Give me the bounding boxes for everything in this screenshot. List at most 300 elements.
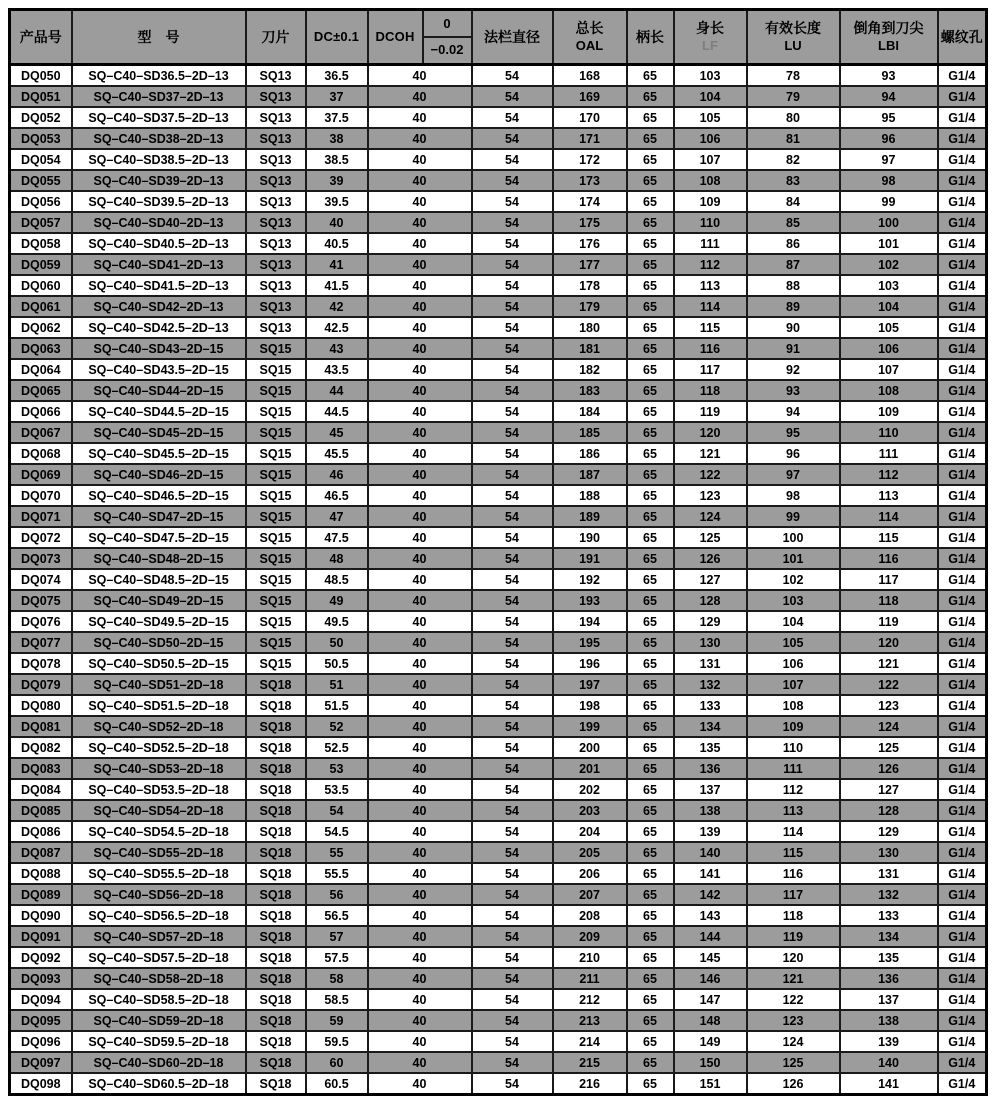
cell-model: SQ–C40–SD58–2D–18 (72, 968, 246, 989)
cell-dc: 42.5 (306, 317, 368, 338)
cell-product-id: DQ091 (10, 926, 72, 947)
cell-product-id: DQ076 (10, 611, 72, 632)
cell-model: SQ–C40–SD37.5–2D–13 (72, 107, 246, 128)
cell-dc: 37 (306, 86, 368, 107)
cell-dcoh: 40 (368, 338, 472, 359)
cell-model: SQ–C40–SD43–2D–15 (72, 338, 246, 359)
cell-blade: SQ15 (246, 485, 306, 506)
cell-shank-length: 65 (627, 863, 674, 884)
table-row (10, 380, 987, 401)
cell-lu: 106 (747, 653, 840, 674)
cell-lf: 140 (674, 842, 747, 863)
cell-shank-length: 65 (627, 1010, 674, 1031)
cell-lbi: 100 (840, 212, 938, 233)
cell-lbi: 123 (840, 695, 938, 716)
cell-shank-length: 65 (627, 275, 674, 296)
cell-lbi: 119 (840, 611, 938, 632)
cell-thread-hole: G1/4 (938, 359, 987, 380)
cell-thread-hole: G1/4 (938, 632, 987, 653)
cell-model: SQ–C40–SD39.5–2D–13 (72, 191, 246, 212)
cell-lf: 141 (674, 863, 747, 884)
cell-blade: SQ18 (246, 905, 306, 926)
cell-lf: 135 (674, 737, 747, 758)
cell-shank-length: 65 (627, 317, 674, 338)
cell-product-id: DQ050 (10, 65, 72, 87)
table-row (10, 569, 987, 590)
table-row (10, 737, 987, 758)
cell-dc: 48 (306, 548, 368, 569)
cell-oal: 191 (553, 548, 627, 569)
cell-dcoh: 40 (368, 905, 472, 926)
table-row (10, 611, 987, 632)
cell-model: SQ–C40–SD51.5–2D–18 (72, 695, 246, 716)
cell-lu: 125 (747, 1052, 840, 1073)
cell-flange-diameter: 54 (472, 842, 553, 863)
cell-shank-length: 65 (627, 212, 674, 233)
cell-lbi: 111 (840, 443, 938, 464)
cell-model: SQ–C40–SD47–2D–15 (72, 506, 246, 527)
cell-flange-diameter: 54 (472, 506, 553, 527)
cell-dcoh: 40 (368, 611, 472, 632)
cell-shank-length: 65 (627, 338, 674, 359)
header-lbi-sub: LBI (878, 37, 899, 53)
cell-dc: 57.5 (306, 947, 368, 968)
table-row (10, 779, 987, 800)
cell-oal: 174 (553, 191, 627, 212)
cell-lf: 115 (674, 317, 747, 338)
cell-lbi: 95 (840, 107, 938, 128)
cell-model: SQ–C40–SD55–2D–18 (72, 842, 246, 863)
cell-dcoh: 40 (368, 107, 472, 128)
cell-flange-diameter: 54 (472, 653, 553, 674)
table-row (10, 527, 987, 548)
cell-dc: 53 (306, 758, 368, 779)
cell-shank-length: 65 (627, 548, 674, 569)
cell-blade: SQ15 (246, 422, 306, 443)
cell-blade: SQ15 (246, 569, 306, 590)
cell-dcoh: 40 (368, 1010, 472, 1031)
cell-lbi: 126 (840, 758, 938, 779)
cell-thread-hole: G1/4 (938, 674, 987, 695)
cell-lf: 138 (674, 800, 747, 821)
cell-product-id: DQ082 (10, 737, 72, 758)
cell-lu: 105 (747, 632, 840, 653)
cell-lf: 146 (674, 968, 747, 989)
cell-shank-length: 65 (627, 590, 674, 611)
table-body (10, 65, 987, 1095)
cell-dcoh: 40 (368, 464, 472, 485)
cell-shank-length: 65 (627, 737, 674, 758)
cell-lbi: 115 (840, 527, 938, 548)
cell-thread-hole: G1/4 (938, 485, 987, 506)
header-blade: 刀片 (246, 10, 306, 65)
cell-dcoh: 40 (368, 506, 472, 527)
cell-product-id: DQ093 (10, 968, 72, 989)
cell-oal: 186 (553, 443, 627, 464)
cell-shank-length: 65 (627, 674, 674, 695)
cell-lu: 101 (747, 548, 840, 569)
cell-blade: SQ13 (246, 254, 306, 275)
cell-dcoh: 40 (368, 569, 472, 590)
cell-lu: 91 (747, 338, 840, 359)
cell-product-id: DQ086 (10, 821, 72, 842)
table-row (10, 695, 987, 716)
cell-product-id: DQ073 (10, 548, 72, 569)
cell-oal: 211 (553, 968, 627, 989)
cell-product-id: DQ069 (10, 464, 72, 485)
cell-lf: 119 (674, 401, 747, 422)
cell-lf: 148 (674, 1010, 747, 1031)
cell-dcoh: 40 (368, 695, 472, 716)
cell-flange-diameter: 54 (472, 695, 553, 716)
header-shank-length: 柄长 (627, 10, 674, 65)
cell-dcoh: 40 (368, 779, 472, 800)
cell-product-id: DQ087 (10, 842, 72, 863)
cell-oal: 193 (553, 590, 627, 611)
cell-lf: 120 (674, 422, 747, 443)
cell-model: SQ–C40–SD57.5–2D–18 (72, 947, 246, 968)
cell-lbi: 101 (840, 233, 938, 254)
cell-thread-hole: G1/4 (938, 905, 987, 926)
cell-lf: 118 (674, 380, 747, 401)
table-row (10, 947, 987, 968)
cell-oal: 171 (553, 128, 627, 149)
cell-lbi: 116 (840, 548, 938, 569)
header-oal (553, 10, 627, 65)
cell-thread-hole: G1/4 (938, 1052, 987, 1073)
cell-oal: 177 (553, 254, 627, 275)
cell-product-id: DQ065 (10, 380, 72, 401)
cell-flange-diameter: 54 (472, 149, 553, 170)
cell-blade: SQ13 (246, 233, 306, 254)
cell-product-id: DQ083 (10, 758, 72, 779)
cell-lbi: 113 (840, 485, 938, 506)
cell-lu: 122 (747, 989, 840, 1010)
cell-dc: 41.5 (306, 275, 368, 296)
cell-product-id: DQ075 (10, 590, 72, 611)
cell-model: SQ–C40–SD46.5–2D–15 (72, 485, 246, 506)
cell-model: SQ–C40–SD52.5–2D–18 (72, 737, 246, 758)
cell-blade: SQ13 (246, 296, 306, 317)
cell-blade: SQ18 (246, 674, 306, 695)
cell-lu: 100 (747, 527, 840, 548)
cell-lf: 145 (674, 947, 747, 968)
table-row (10, 716, 987, 737)
cell-lf: 143 (674, 905, 747, 926)
cell-flange-diameter: 54 (472, 611, 553, 632)
cell-thread-hole: G1/4 (938, 1010, 987, 1031)
table-row (10, 191, 987, 212)
cell-model: SQ–C40–SD42–2D–13 (72, 296, 246, 317)
cell-flange-diameter: 54 (472, 632, 553, 653)
cell-dc: 52 (306, 716, 368, 737)
cell-model: SQ–C40–SD54.5–2D–18 (72, 821, 246, 842)
cell-lf: 109 (674, 191, 747, 212)
cell-dc: 49.5 (306, 611, 368, 632)
cell-shank-length: 65 (627, 233, 674, 254)
cell-lf: 124 (674, 506, 747, 527)
cell-oal: 206 (553, 863, 627, 884)
cell-blade: SQ13 (246, 65, 306, 87)
cell-dc: 58.5 (306, 989, 368, 1010)
cell-dcoh: 40 (368, 926, 472, 947)
cell-lbi: 110 (840, 422, 938, 443)
cell-oal: 196 (553, 653, 627, 674)
cell-dcoh: 40 (368, 128, 472, 149)
cell-blade: SQ15 (246, 359, 306, 380)
cell-dc: 50 (306, 632, 368, 653)
header-product-id: 产品号 (10, 10, 72, 65)
cell-dc: 36.5 (306, 65, 368, 87)
cell-lf: 111 (674, 233, 747, 254)
cell-dcoh: 40 (368, 548, 472, 569)
cell-product-id: DQ052 (10, 107, 72, 128)
cell-thread-hole: G1/4 (938, 695, 987, 716)
cell-product-id: DQ062 (10, 317, 72, 338)
cell-lu: 80 (747, 107, 840, 128)
cell-oal: 214 (553, 1031, 627, 1052)
cell-flange-diameter: 54 (472, 758, 553, 779)
cell-dcoh: 40 (368, 212, 472, 233)
cell-lu: 112 (747, 779, 840, 800)
cell-lu: 84 (747, 191, 840, 212)
cell-product-id: DQ088 (10, 863, 72, 884)
cell-product-id: DQ096 (10, 1031, 72, 1052)
cell-blade: SQ13 (246, 107, 306, 128)
cell-product-id: DQ089 (10, 884, 72, 905)
cell-flange-diameter: 54 (472, 443, 553, 464)
cell-lbi: 124 (840, 716, 938, 737)
cell-lf: 128 (674, 590, 747, 611)
cell-shank-length: 65 (627, 506, 674, 527)
cell-blade: SQ18 (246, 1052, 306, 1073)
cell-dc: 48.5 (306, 569, 368, 590)
header-thread-hole: 螺纹孔 (938, 10, 987, 65)
cell-oal: 172 (553, 149, 627, 170)
cell-blade: SQ18 (246, 1031, 306, 1052)
cell-lf: 149 (674, 1031, 747, 1052)
cell-oal: 200 (553, 737, 627, 758)
cell-lbi: 122 (840, 674, 938, 695)
cell-dcoh: 40 (368, 422, 472, 443)
table-row (10, 170, 987, 191)
cell-lf: 112 (674, 254, 747, 275)
cell-lf: 107 (674, 149, 747, 170)
table-header (10, 10, 987, 65)
table-row (10, 338, 987, 359)
cell-lf: 121 (674, 443, 747, 464)
cell-flange-diameter: 54 (472, 296, 553, 317)
table-row (10, 989, 987, 1010)
cell-dcoh: 40 (368, 716, 472, 737)
cell-blade: SQ15 (246, 632, 306, 653)
cell-shank-length: 65 (627, 821, 674, 842)
cell-model: SQ–C40–SD48–2D–15 (72, 548, 246, 569)
cell-product-id: DQ092 (10, 947, 72, 968)
cell-flange-diameter: 54 (472, 590, 553, 611)
cell-shank-length: 65 (627, 1052, 674, 1073)
cell-lu: 116 (747, 863, 840, 884)
cell-shank-length: 65 (627, 779, 674, 800)
table-row (10, 632, 987, 653)
cell-dcoh: 40 (368, 86, 472, 107)
cell-shank-length: 65 (627, 947, 674, 968)
cell-blade: SQ13 (246, 149, 306, 170)
cell-blade: SQ13 (246, 170, 306, 191)
cell-blade: SQ13 (246, 317, 306, 338)
cell-shank-length: 65 (627, 884, 674, 905)
cell-shank-length: 65 (627, 149, 674, 170)
cell-product-id: DQ061 (10, 296, 72, 317)
cell-dcoh: 40 (368, 800, 472, 821)
cell-thread-hole: G1/4 (938, 338, 987, 359)
cell-flange-diameter: 54 (472, 233, 553, 254)
cell-product-id: DQ090 (10, 905, 72, 926)
cell-shank-length: 65 (627, 443, 674, 464)
table-row (10, 212, 987, 233)
cell-lu: 118 (747, 905, 840, 926)
cell-product-id: DQ055 (10, 170, 72, 191)
cell-blade: SQ15 (246, 443, 306, 464)
cell-model: SQ–C40–SD40–2D–13 (72, 212, 246, 233)
cell-shank-length: 65 (627, 632, 674, 653)
cell-model: SQ–C40–SD36.5–2D–13 (72, 65, 246, 87)
table-row (10, 1010, 987, 1031)
cell-dc: 51 (306, 674, 368, 695)
cell-flange-diameter: 54 (472, 485, 553, 506)
table-row (10, 233, 987, 254)
cell-dcoh: 40 (368, 989, 472, 1010)
cell-model: SQ–C40–SD45.5–2D–15 (72, 443, 246, 464)
cell-lbi: 96 (840, 128, 938, 149)
cell-shank-length: 65 (627, 191, 674, 212)
cell-dc: 59.5 (306, 1031, 368, 1052)
cell-thread-hole: G1/4 (938, 254, 987, 275)
cell-shank-length: 65 (627, 464, 674, 485)
cell-oal: 205 (553, 842, 627, 863)
cell-flange-diameter: 54 (472, 380, 553, 401)
cell-oal: 189 (553, 506, 627, 527)
cell-lu: 78 (747, 65, 840, 87)
cell-lf: 131 (674, 653, 747, 674)
table-row (10, 506, 987, 527)
cell-blade: SQ15 (246, 527, 306, 548)
cell-lbi: 97 (840, 149, 938, 170)
cell-blade: SQ18 (246, 758, 306, 779)
cell-flange-diameter: 54 (472, 926, 553, 947)
cell-dcoh: 40 (368, 359, 472, 380)
cell-lbi: 104 (840, 296, 938, 317)
cell-product-id: DQ068 (10, 443, 72, 464)
cell-lbi: 139 (840, 1031, 938, 1052)
header-row (10, 10, 987, 65)
header-dc: DC±0.1 (306, 10, 368, 65)
cell-oal: 194 (553, 611, 627, 632)
cell-lbi: 130 (840, 842, 938, 863)
cell-thread-hole: G1/4 (938, 1031, 987, 1052)
cell-lu: 99 (747, 506, 840, 527)
cell-product-id: DQ074 (10, 569, 72, 590)
cell-dc: 38 (306, 128, 368, 149)
cell-oal: 215 (553, 1052, 627, 1073)
table-row (10, 884, 987, 905)
cell-dcoh: 40 (368, 821, 472, 842)
cell-shank-length: 65 (627, 758, 674, 779)
cell-model: SQ–C40–SD46–2D–15 (72, 464, 246, 485)
table-row (10, 128, 987, 149)
header-flange-diameter: 法栏直径 (472, 10, 553, 65)
cell-flange-diameter: 54 (472, 464, 553, 485)
cell-thread-hole: G1/4 (938, 464, 987, 485)
cell-dcoh: 40 (368, 380, 472, 401)
cell-model: SQ–C40–SD51–2D–18 (72, 674, 246, 695)
cell-lu: 102 (747, 569, 840, 590)
cell-oal: 184 (553, 401, 627, 422)
cell-product-id: DQ070 (10, 485, 72, 506)
cell-lf: 110 (674, 212, 747, 233)
cell-dcoh: 40 (368, 674, 472, 695)
cell-oal: 212 (553, 989, 627, 1010)
cell-dc: 39 (306, 170, 368, 191)
cell-shank-length: 65 (627, 254, 674, 275)
cell-thread-hole: G1/4 (938, 527, 987, 548)
cell-oal: 216 (553, 1073, 627, 1095)
header-model: 型 号 (72, 10, 246, 65)
cell-dcoh: 40 (368, 191, 472, 212)
table-row (10, 86, 987, 107)
cell-lu: 119 (747, 926, 840, 947)
cell-dcoh: 40 (368, 254, 472, 275)
cell-flange-diameter: 54 (472, 212, 553, 233)
cell-lu: 113 (747, 800, 840, 821)
cell-flange-diameter: 54 (472, 275, 553, 296)
cell-flange-diameter: 54 (472, 422, 553, 443)
header-lf (674, 10, 747, 65)
cell-product-id: DQ085 (10, 800, 72, 821)
cell-thread-hole: G1/4 (938, 149, 987, 170)
cell-lu: 85 (747, 212, 840, 233)
cell-oal: 198 (553, 695, 627, 716)
cell-model: SQ–C40–SD44.5–2D–15 (72, 401, 246, 422)
cell-dcoh: 40 (368, 527, 472, 548)
cell-lbi: 128 (840, 800, 938, 821)
cell-thread-hole: G1/4 (938, 296, 987, 317)
cell-dcoh: 40 (368, 317, 472, 338)
table-row (10, 149, 987, 170)
cell-flange-diameter: 54 (472, 254, 553, 275)
cell-dcoh: 40 (368, 275, 472, 296)
cell-thread-hole: G1/4 (938, 275, 987, 296)
cell-product-id: DQ064 (10, 359, 72, 380)
cell-blade: SQ18 (246, 947, 306, 968)
table-row (10, 1031, 987, 1052)
cell-blade: SQ18 (246, 1073, 306, 1095)
cell-model: SQ–C40–SD42.5–2D–13 (72, 317, 246, 338)
cell-dc: 54.5 (306, 821, 368, 842)
cell-product-id: DQ066 (10, 401, 72, 422)
cell-model: SQ–C40–SD53–2D–18 (72, 758, 246, 779)
cell-oal: 178 (553, 275, 627, 296)
cell-flange-diameter: 54 (472, 401, 553, 422)
table-row (10, 464, 987, 485)
cell-thread-hole: G1/4 (938, 758, 987, 779)
cell-dcoh: 40 (368, 737, 472, 758)
cell-lf: 144 (674, 926, 747, 947)
cell-lu: 87 (747, 254, 840, 275)
cell-thread-hole: G1/4 (938, 1073, 987, 1095)
cell-product-id: DQ079 (10, 674, 72, 695)
cell-model: SQ–C40–SD53.5–2D–18 (72, 779, 246, 800)
